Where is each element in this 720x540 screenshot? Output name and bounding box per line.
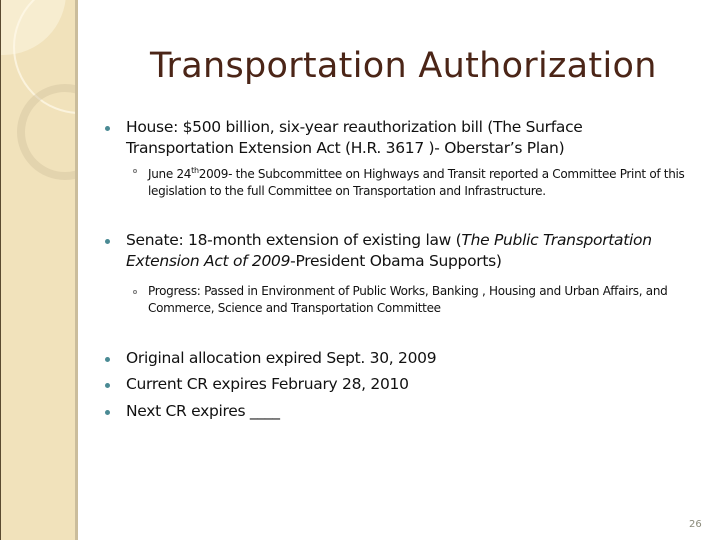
bullet-icon — [105, 126, 110, 131]
text: June 24 — [148, 167, 192, 181]
bullet-original: Original allocation expired Sept. 30, 2009 — [126, 349, 437, 367]
text: Senate: 18-month extension of existing law ( — [126, 231, 462, 249]
bullet-icon — [105, 383, 110, 388]
text: -President Obama Supports) — [290, 252, 502, 270]
bullet-icon — [105, 410, 110, 415]
bullet-house: House: $500 billion, six-year reauthorization bill (The Surface Transportation Extension Act (H.R. 3617 )- Oberstar’s Plan) — [126, 118, 583, 157]
decorative-sidebar — [0, 0, 78, 540]
slide-title: Transportation Authorization — [150, 46, 657, 86]
bullet-icon — [105, 357, 110, 362]
sub-bullet-june — [148, 162, 688, 200]
sub-bullet-icon — [133, 169, 137, 173]
text: 2009- the Subcommittee on Highways and Transit reported a Committee Print of this legislation to the full Committee on Transportation and Infrastructure. — [148, 167, 685, 198]
bullet-next: Next CR expires ____ — [126, 402, 280, 420]
bullet-current: Current CR expires February 28, 2010 — [126, 375, 409, 393]
bullet-icon — [105, 239, 110, 244]
bullet-senate — [126, 230, 686, 272]
act-name: The Public Transportation Extension Act of 2009 — [126, 231, 652, 270]
page-number: 26 — [689, 519, 702, 530]
decorative-ring — [17, 84, 78, 180]
sub-bullet-progress: Progress: Passed in Environment of Public Works, Banking , Housing and Urban Affairs, and Commerce, Science and Transportation Committee — [148, 284, 668, 315]
superscript: th — [191, 166, 199, 175]
sub-bullet-icon — [133, 290, 137, 294]
